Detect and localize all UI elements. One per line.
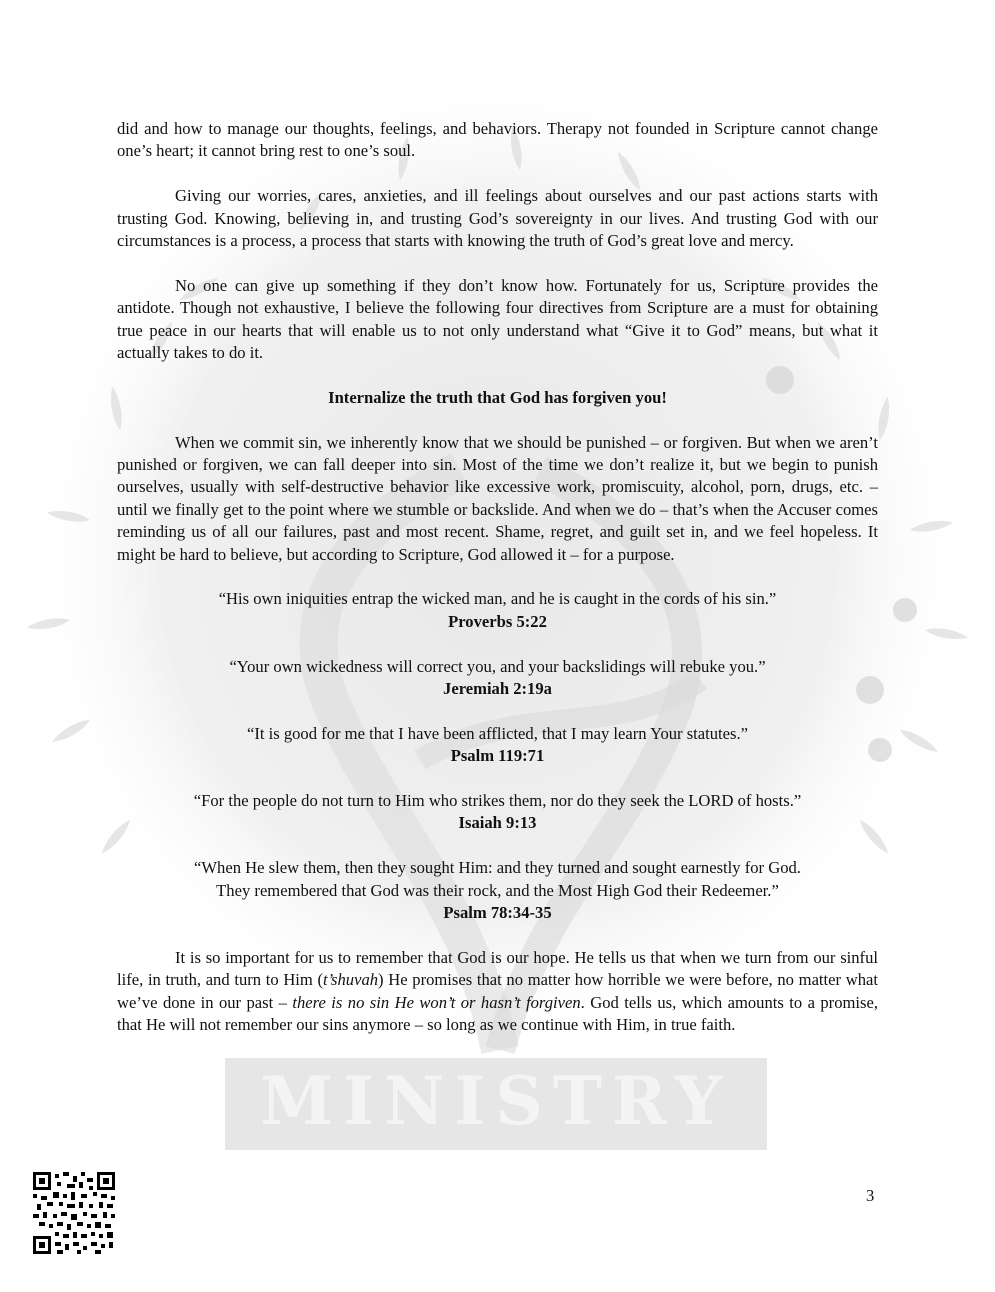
quote-line-2: They remembered that God was their rock, and the Most High God their Redeemer.” <box>216 880 779 900</box>
watermark-text: MINISTRY <box>260 1062 732 1140</box>
qr-code-icon <box>33 1172 115 1254</box>
paragraph-5-text-b: ) He promises that no matter how horrible we were before, no matter what we’ve done in our past – <box>117 970 878 1012</box>
scripture-quote-3 <box>117 723 878 768</box>
scripture-quote-2 <box>117 656 878 701</box>
document-body <box>117 118 878 1059</box>
quote-text: “For the people do not turn to Him who strikes them, nor do they seek the LORD of hosts.” <box>193 791 802 811</box>
scripture-quote-5 <box>117 857 878 924</box>
paragraph-1: did and how to manage our thoughts, feelings, and behaviors. Therapy not founded in Scripture cannot change one’s heart; it cannot bring rest to one’s soul. <box>117 119 878 161</box>
quote-reference: Psalm 78:34-35 <box>443 903 552 923</box>
quote-text: “Your own wickedness will correct you, and your backslidings will rebuke you.” <box>229 656 766 676</box>
section-heading: Internalize the truth that God has forgiven you! <box>328 387 667 407</box>
paragraph-5-text-a: It is so important for us to remember that God is our hope. He tells us that when we turn from our sinful life, in truth, and turn to Him ( <box>117 947 878 990</box>
paragraph-5 <box>117 947 878 1037</box>
quote-text: “It is good for me that I have been afflicted, that I may learn Your statutes.” <box>246 723 749 743</box>
page-number: 3 <box>866 1186 875 1205</box>
hebrew-term: t’shuvah <box>323 970 379 990</box>
paragraph-4: When we commit sin, we inherently know that we should be punished – or forgiven. But when we aren’t punished or forgiven, we can fall deeper into sin. Most of the time we don’t realize it, but we begin to punish ourselves, usually with self-destructive behavior like excessive work, promiscuity, alcohol, porn, drugs, etc. – until we finally get to the point where we stumble or backslide. And when we do – that’s when the Accuser comes reminding us of all our failures, past and most recent. Shame, regret, and guilt set in, and we feel hopeless. It might be hard to believe, but according to Scripture, God allowed it – for a purpose. <box>117 432 878 564</box>
scripture-quote-4 <box>117 790 878 835</box>
quote-text: “His own iniquities entrap the wicked man, and he is caught in the cords of his sin.” <box>218 589 777 609</box>
scripture-quote-1 <box>117 588 878 633</box>
emphasis-text: there is no sin He won’t or hasn’t forgiven <box>292 992 581 1012</box>
paragraph-3: No one can give up something if they don’t know how. Fortunately for us, Scripture provides the antidote. Though not exhaustive, I believe the following four directives from Scripture are a must for obtaining true peace in our hearts that will enable us to not only understand what “Give it to God” means, but what it actually takes to do it. <box>117 275 878 363</box>
quote-reference: Jeremiah 2:19a <box>443 679 552 699</box>
quote-line-1: “When He slew them, then they sought Him: and they turned and sought earnestly for God. <box>194 858 801 878</box>
quote-reference: Isaiah 9:13 <box>458 813 537 833</box>
paragraph-5-text-c: . God tells us, which amounts to a promise, that He will not remember our sins anymore – so long as we continue with Him, in true faith. <box>117 992 878 1035</box>
paragraph-2: Giving our worries, cares, anxieties, and ill feelings about ourselves and our past actions starts with trusting God. Knowing, believing in, and trusting God’s sovereignty in our lives. And trusting God with our circumstances is a process, a process that starts with knowing the truth of God’s great love and mercy. <box>117 186 878 251</box>
quote-reference: Psalm 119:71 <box>450 746 545 766</box>
quote-reference: Proverbs 5:22 <box>448 611 547 631</box>
